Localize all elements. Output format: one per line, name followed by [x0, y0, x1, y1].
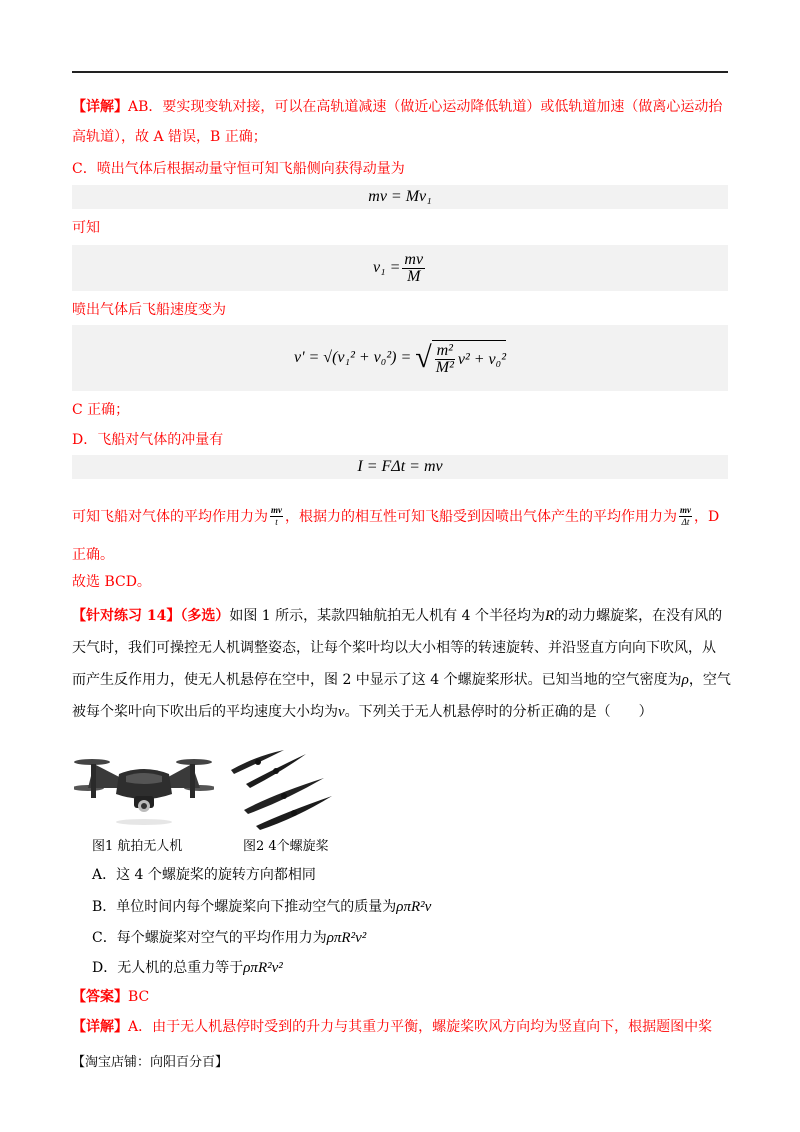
figure2-caption: 图2 4个螺旋桨 [243, 839, 329, 854]
detail1-avg-force: 可知飞船对气体的平均作用力为 $\frac{mv}{t}$ ，根据力的相互性可知飞船受到因喷出气体产生的平均作用力为 $\frac{mv}{\Delta t}$ ，D [72, 505, 720, 527]
fraction-mv-t: $\frac{mv}{t}$ [271, 505, 282, 527]
header-rule [72, 71, 728, 73]
figure1-caption: 图1 航拍无人机 [92, 839, 183, 854]
footer-shop: 【淘宝店铺：向阳百分百】 [72, 1055, 229, 1070]
equation-v1-fraction: $\frac{mv}{M}$ [404, 250, 424, 285]
detail1-after-speed: 喷出气体后飞船速度变为 [72, 302, 226, 318]
propellers-image [226, 742, 336, 832]
equation-impulse: I = FΔt = mv [72, 455, 728, 479]
answer-tag: 【答案】 [72, 989, 128, 1005]
detail1-d-correct: 正确。 [72, 547, 114, 563]
detail1-line1: 【详解】AB．要实现变轨对接，可以在高轨道减速（做近心运动降低轨道）或低轨道加速（做离心运动抬 [72, 99, 723, 115]
option-c: C．每个螺旋桨对空气的平均作用力为ρπR²v² [92, 930, 367, 946]
detail-tag: 【详解】 [72, 99, 128, 115]
answer-value: BC [128, 989, 150, 1005]
detail2-tag: 【详解】 [72, 1019, 128, 1035]
detail1-know: 可知 [72, 220, 100, 236]
option-d: D．无人机的总重力等于ρπR²v² [92, 960, 283, 976]
drone-image [74, 750, 214, 828]
sqrt-icon: √ [415, 341, 432, 374]
equation-momentum: mv = Mv₁ [72, 185, 728, 209]
option-a: A．这 4 个螺旋桨的旋转方向都相同 [92, 867, 316, 883]
detail1-line3: C．喷出气体后根据动量守恒可知飞船侧向获得动量为 [72, 161, 405, 177]
option-b: B．单位时间内每个螺旋桨向下推动空气的质量为ρπR²v [92, 899, 432, 915]
answer-line [72, 987, 149, 1007]
detail1-line2: 高轨道），故 A 错误，B 正确； [72, 129, 267, 145]
detail1-c-correct: C 正确； [72, 402, 130, 418]
problem-line2: 天气时，我们可操控无人机调整姿态，让每个桨叶均以大小相等的转速旋转、并沿竖直方向向下吹风，从 [72, 640, 716, 656]
problem-line4: 被每个桨叶向下吹出后的平均速度大小均为v。下列关于无人机悬停时的分析正确的是（ ） [72, 704, 653, 720]
detail1-choose: 故选 BCD。 [72, 574, 151, 590]
fraction-mv-dt: $\frac{mv}{\Delta t}$ [680, 505, 691, 527]
problem-line1: 【针对练习 14】（多选）如图 1 所示，某款四轴航拍无人机有 4 个半径均为R的动力螺旋桨，在没有风的 [72, 608, 723, 624]
detail2-line: 【详解】A．由于无人机悬停时受到的升力与其重力平衡，螺旋桨吹风方向均为竖直向下，根据题图中桨 [72, 1019, 713, 1035]
equation-vprime-fraction: $\frac{\text{m²}}{\text{M²}}$ [435, 342, 454, 376]
equation-v1: v₁ = $\frac{mv}{M}$ [72, 245, 728, 291]
problem-line3: 而产生反作用力，使无人机悬停在空中，图 2 中显示了这 4 个螺旋桨形状。已知当地的空气密度为ρ，空气 [72, 672, 731, 688]
detail1-d-line: D．飞船对气体的冲量有 [72, 432, 224, 448]
equation-vprime: v' = √(v₁² + v₀²) = √ $\frac{\text{m²}}{\text{M²}}$ v² + v₀² [72, 325, 728, 391]
problem-tag: 【针对练习 14】（多选） [72, 608, 230, 624]
